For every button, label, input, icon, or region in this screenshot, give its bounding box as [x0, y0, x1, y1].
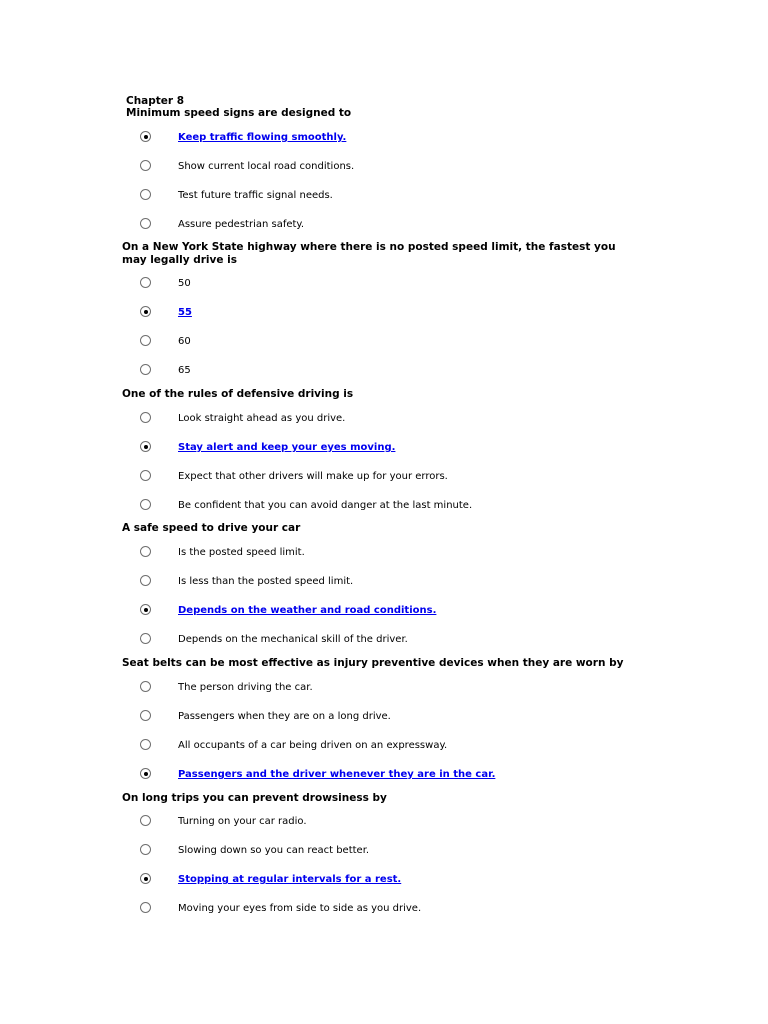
- radio-button[interactable]: [140, 575, 151, 586]
- answer-link[interactable]: Stopping at regular intervals for a rest.: [178, 874, 402, 885]
- question-text: A safe speed to drive your car: [122, 522, 301, 534]
- radio-button[interactable]: [140, 499, 151, 510]
- answer-option[interactable]: [140, 441, 660, 457]
- question-text: On long trips you can prevent drowsiness by: [122, 792, 387, 804]
- answer-label: All occupants of a car being driven on an expressway.: [178, 740, 448, 751]
- answer-option[interactable]: [140, 815, 660, 831]
- answer-label: Is the posted speed limit.: [178, 547, 305, 558]
- radio-button[interactable]: [140, 218, 151, 229]
- answer-option[interactable]: [140, 470, 660, 486]
- answer-option[interactable]: [140, 499, 660, 515]
- answer-label: Assure pedestrian safety.: [178, 219, 305, 230]
- radio-button[interactable]: [140, 768, 151, 779]
- answer-option[interactable]: [140, 739, 660, 755]
- answer-link[interactable]: Passengers and the driver whenever they are in the car.: [178, 769, 496, 780]
- answer-link[interactable]: Keep traffic flowing smoothly.: [178, 132, 347, 143]
- answer-label: 60: [178, 336, 191, 347]
- answer-label: Moving your eyes from side to side as you drive.: [178, 903, 422, 914]
- answer-option[interactable]: [140, 364, 660, 380]
- radio-button[interactable]: [140, 412, 151, 423]
- radio-button[interactable]: [140, 681, 151, 692]
- answer-label: Is less than the posted speed limit.: [178, 576, 354, 587]
- answer-option[interactable]: [140, 160, 660, 176]
- radio-button[interactable]: [140, 441, 151, 452]
- answer-label: Depends on the mechanical skill of the driver.: [178, 634, 408, 645]
- answer-option[interactable]: [140, 873, 660, 889]
- answer-option[interactable]: [140, 306, 660, 322]
- question-text: On a New York State highway where there is no posted speed limit, the fastest you may legally drive is: [122, 241, 616, 266]
- answer-option[interactable]: [140, 335, 660, 351]
- radio-button[interactable]: [140, 131, 151, 142]
- radio-button[interactable]: [140, 902, 151, 913]
- radio-button[interactable]: [140, 604, 151, 615]
- answer-label: 65: [178, 365, 191, 376]
- answer-option[interactable]: [140, 604, 660, 620]
- answer-label: 50: [178, 278, 191, 289]
- answer-label: Slowing down so you can react better.: [178, 845, 370, 856]
- radio-button[interactable]: [140, 277, 151, 288]
- radio-button[interactable]: [140, 815, 151, 826]
- radio-button[interactable]: [140, 633, 151, 644]
- answer-option[interactable]: [140, 575, 660, 591]
- radio-button[interactable]: [140, 710, 151, 721]
- radio-button[interactable]: [140, 364, 151, 375]
- radio-button[interactable]: [140, 546, 151, 557]
- answer-link[interactable]: 55: [178, 307, 192, 318]
- chapter-title: Chapter 8: [126, 95, 185, 107]
- answer-label: Show current local road conditions.: [178, 161, 355, 172]
- radio-button[interactable]: [140, 844, 151, 855]
- answer-option[interactable]: [140, 710, 660, 726]
- question-text: Minimum speed signs are designed to: [126, 107, 352, 119]
- answer-label: Passengers when they are on a long drive.: [178, 711, 391, 722]
- answer-option[interactable]: [140, 131, 660, 147]
- radio-button[interactable]: [140, 189, 151, 200]
- radio-button[interactable]: [140, 873, 151, 884]
- answer-option[interactable]: [140, 218, 660, 234]
- radio-button[interactable]: [140, 470, 151, 481]
- answer-option[interactable]: [140, 412, 660, 428]
- answer-option[interactable]: [140, 633, 660, 649]
- answer-label: Look straight ahead as you drive.: [178, 413, 346, 424]
- answer-link[interactable]: Depends on the weather and road conditions.: [178, 605, 437, 616]
- answer-option[interactable]: [140, 189, 660, 205]
- answer-option[interactable]: [140, 902, 660, 918]
- question-text: Seat belts can be most effective as injury preventive devices when they are worn by: [122, 657, 624, 669]
- answer-label: Be confident that you can avoid danger at the last minute.: [178, 500, 473, 511]
- question-text: One of the rules of defensive driving is: [122, 388, 354, 400]
- answer-label: The person driving the car.: [178, 682, 313, 693]
- answer-option[interactable]: [140, 546, 660, 562]
- radio-button[interactable]: [140, 335, 151, 346]
- answer-option[interactable]: [140, 681, 660, 697]
- answer-link[interactable]: Stay alert and keep your eyes moving.: [178, 442, 396, 453]
- answer-label: Test future traffic signal needs.: [178, 190, 333, 201]
- answer-label: Turning on your car radio.: [178, 816, 307, 827]
- radio-button[interactable]: [140, 160, 151, 171]
- answer-option[interactable]: [140, 768, 660, 784]
- answer-label: Expect that other drivers will make up for your errors.: [178, 471, 448, 482]
- answer-option[interactable]: [140, 844, 660, 860]
- answer-option[interactable]: [140, 277, 660, 293]
- radio-button[interactable]: [140, 306, 151, 317]
- radio-button[interactable]: [140, 739, 151, 750]
